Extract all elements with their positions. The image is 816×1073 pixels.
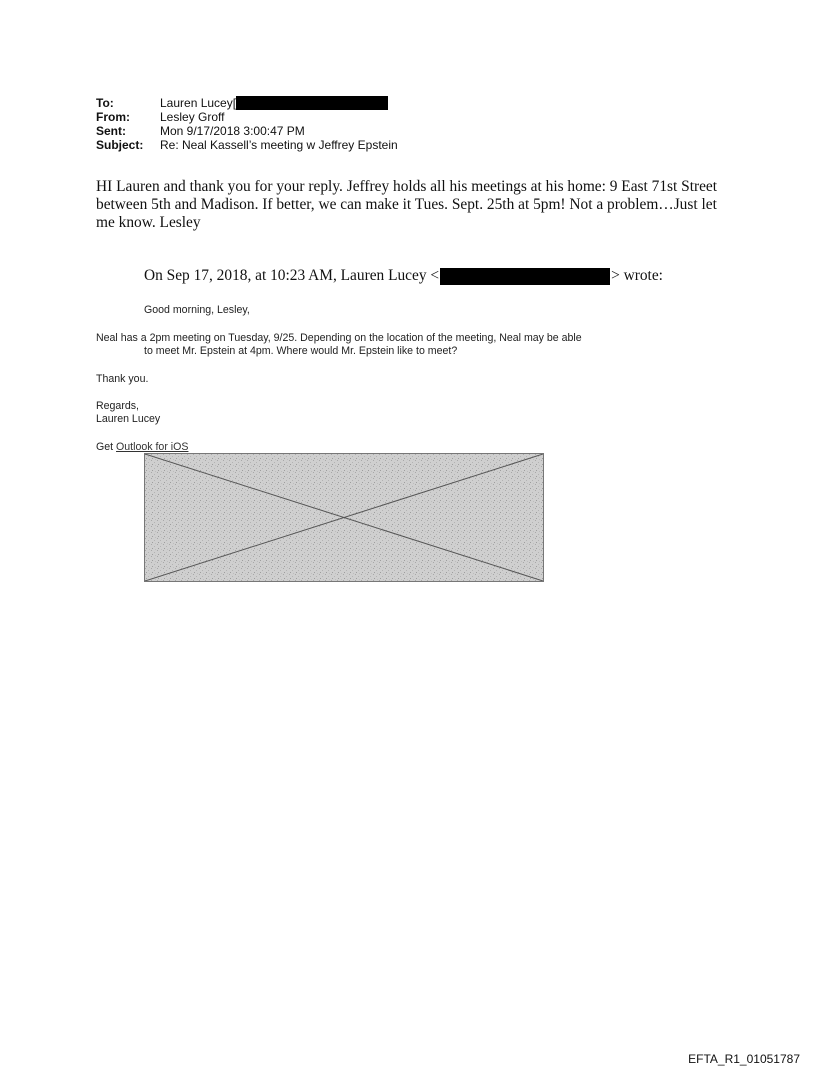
quoted-paragraph — [96, 332, 582, 358]
redaction-bar — [440, 268, 610, 285]
quoted-greeting: Good morning, Lesley, — [144, 304, 250, 316]
to-value — [160, 96, 388, 110]
sent-value: Mon 9/17/2018 3:00:47 PM — [160, 124, 305, 138]
outlook-ios-link[interactable]: Outlook for iOS — [116, 441, 189, 453]
sent-label: Sent: — [96, 124, 126, 138]
quoted-header — [144, 266, 663, 286]
quoted-thanks: Thank you. — [96, 373, 149, 385]
broken-image-icon — [145, 454, 543, 581]
from-label: From: — [96, 110, 130, 124]
broken-image-placeholder — [144, 453, 544, 582]
redaction-bar — [236, 96, 388, 110]
quoted-header-prefix: On Sep 17, 2018, at 10:23 AM, Lauren Lucey < — [144, 267, 440, 284]
get-prefix: Get — [96, 441, 117, 453]
to-name: Lauren Lucey[ — [160, 96, 237, 110]
quoted-signature: Lauren Lucey — [96, 413, 161, 425]
email-header — [96, 96, 398, 152]
from-value: Lesley Groff — [160, 110, 225, 124]
quoted-regards-block — [96, 400, 160, 426]
to-label: To: — [96, 96, 114, 110]
quoted-header-suffix: > wrote: — [611, 267, 663, 284]
to-row — [96, 96, 398, 110]
quoted-line-2: to meet Mr. Epstein at 4pm. Where would Mr. Epstein like to meet? — [144, 345, 458, 357]
reply-body: HI Lauren and thank you for your reply. Jeffrey holds all his meetings at his home: 9 East 71st Street between 5th and Madison. If better, we can make it Tues. Sept. 25th at 5pm! Not a problem…Just let me know. Lesley — [96, 178, 718, 231]
subject-value: Re: Neal Kassell’s meeting w Jeffrey Epstein — [160, 138, 398, 152]
quoted-line-1: Neal has a 2pm meeting on Tuesday, 9/25. Depending on the location of the meeting, Neal may be able — [96, 332, 582, 344]
quoted-regards: Regards, — [96, 400, 139, 412]
subject-label: Subject: — [96, 138, 144, 152]
sent-row — [96, 124, 398, 138]
from-row — [96, 110, 398, 124]
document-id: EFTA_R1_01051787 — [688, 1052, 800, 1066]
subject-row — [96, 138, 398, 152]
